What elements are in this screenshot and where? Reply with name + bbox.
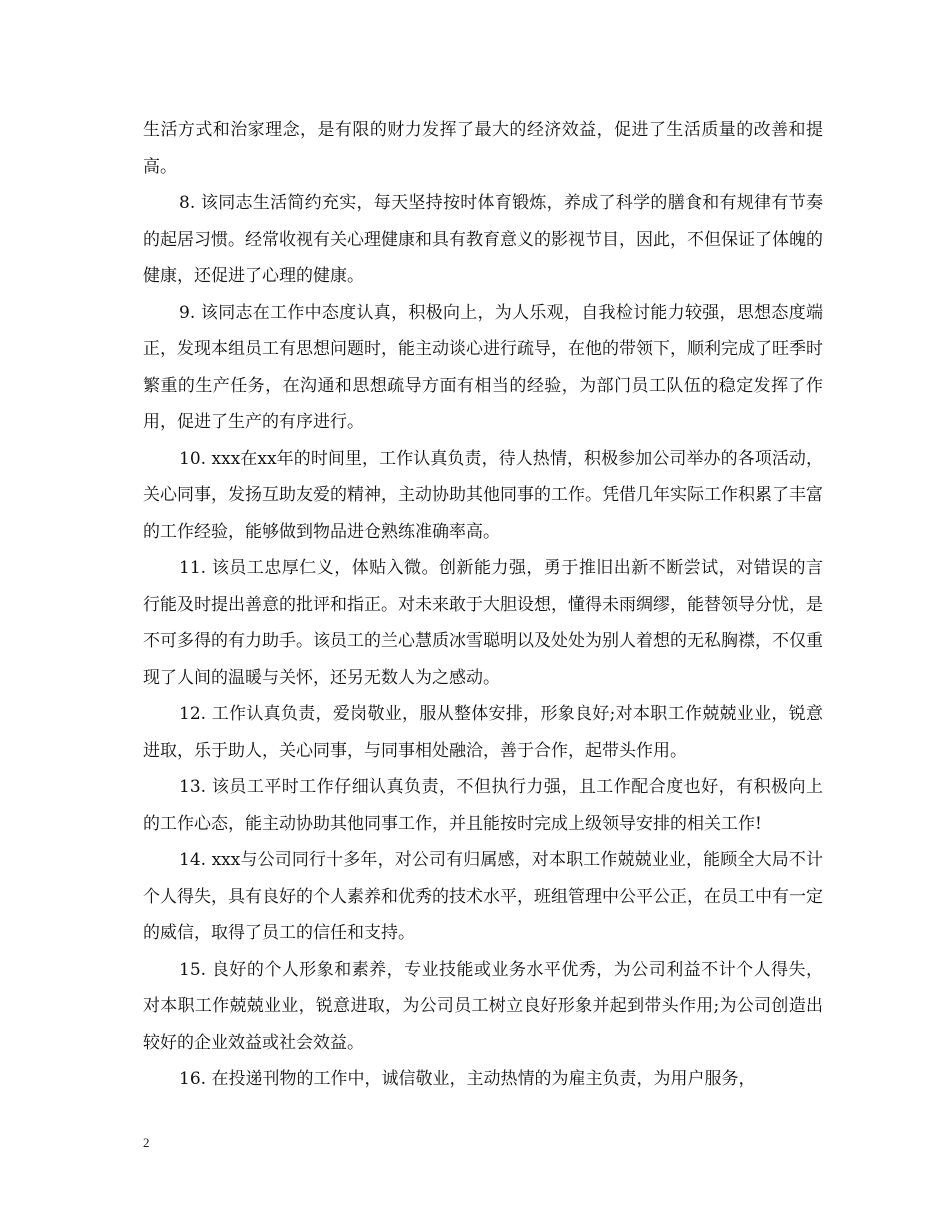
paragraph-item-11: 11. 该员工忠厚仁义，体贴入微。创新能力强，勇于推旧出新不断尝试，对错误的言行能及时提出善意的批评和指正。对未来敢于大胆设想，懂得未雨绸缪，能替领导分忧，是不可多得的有力助手。该员工的兰心慧质冰雪聪明以及处处为别人着想的无私胸襟，不仅重现了人间的温暖与关怀，还另无数人为之感动。 xyxy=(143,558,823,688)
document-body xyxy=(143,112,823,1098)
paragraph-item-14: 14. xxx与公司同行十多年，对公司有归属感，对本职工作兢兢业业，能顾全大局不计个人得失，具有良好的个人素养和优秀的技术水平，班组管理中公平公正，在员工中有一定的威信，取得了员工的信任和支持。 xyxy=(143,850,823,943)
paragraph-item-8: 8. 该同志生活简约充实，每天坚持按时体育锻炼，养成了科学的膳食和有规律有节奏的起居习惯。经常收视有关心理健康和具有教育意义的影视节目，因此，不但保证了体魄的健康，还促进了心理的健康。 xyxy=(143,193,823,286)
paragraph-item-15: 15. 良好的个人形象和素养，专业技能或业务水平优秀，为公司利益不计个人得失，对本职工作兢兢业业，锐意进取，为公司员工树立良好形象并起到带头作用;为公司创造出较好的企业效益或社会效益。 xyxy=(143,959,823,1053)
paragraph-item-9: 9. 该同志在工作中态度认真，积极向上，为人乐观，自我检讨能力较强，思想态度端正，发现本组员工有思想问题时，能主动谈心进行疏导，在他的带领下，顺利完成了旺季时繁重的生产任务，在沟通和思想疏导方面有相当的经验，为部门员工队伍的稳定发挥了作用，促进了生产的有序进行。 xyxy=(143,302,823,432)
paragraph-item-12: 12. 工作认真负责，爱岗敬业，服从整体安排，形象良好;对本职工作兢兢业业，锐意进取，乐于助人，关心同事，与同事相处融洽，善于合作，起带头作用。 xyxy=(143,704,823,761)
paragraph-item-10: 10. xxx在xx年的时间里，工作认真负责，待人热情，积极参加公司举办的各项活动，关心同事，发扬互助友爱的精神，主动协助其他同事的工作。凭借几年实际工作积累了丰富的工作经验，能够做到物品进仓熟练准确率高。 xyxy=(143,448,823,542)
paragraph-item-13: 13. 该员工平时工作仔细认真负责，不但执行力强，且工作配合度也好，有积极向上的工作心态，能主动协助其他同事工作，并且能按时完成上级领导安排的相关工作! xyxy=(143,777,823,834)
page-number: 2 xyxy=(143,1135,150,1150)
paragraph-item-16: 16. 在投递刊物的工作中，诚信敬业，主动热情的为雇主负责，为用户服务， xyxy=(179,1069,756,1089)
paragraph-continuation: 生活方式和治家理念，是有限的财力发挥了最大的经济效益，促进了生活质量的改善和提高。 xyxy=(143,120,823,177)
